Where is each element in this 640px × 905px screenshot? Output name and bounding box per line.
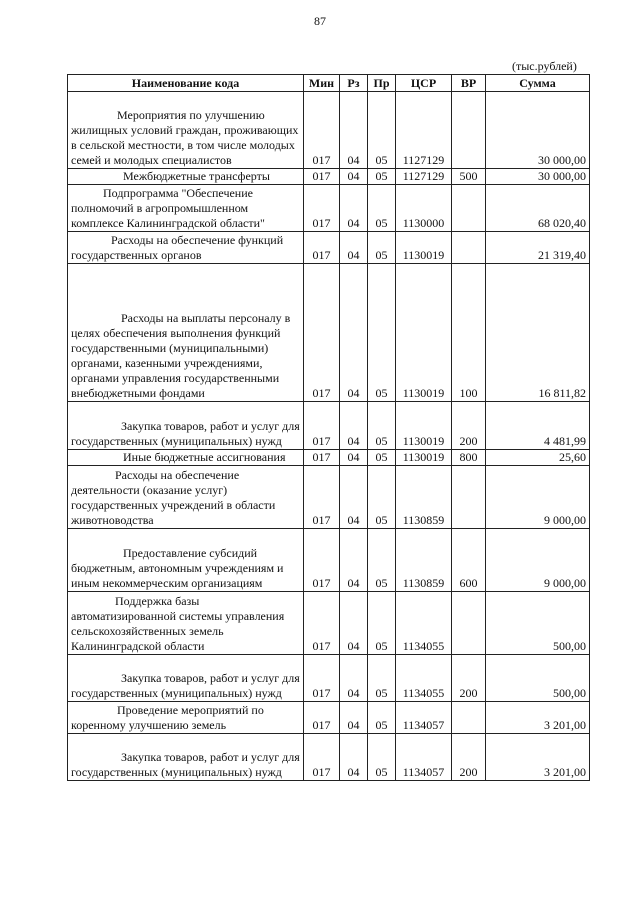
cell-name: Предоставление субсидий бюджетным, автономным учреждениям и иным некоммерческим организациям: [68, 529, 304, 592]
cell-pr: 05: [368, 592, 396, 655]
cell-csr: 1134057: [396, 734, 452, 781]
cell-csr: 1127129: [396, 92, 452, 169]
cell-vr: [452, 92, 486, 169]
cell-csr: 1130019: [396, 450, 452, 466]
cell-vr: [452, 592, 486, 655]
cell-min: 017: [304, 450, 340, 466]
cell-min: 017: [304, 264, 340, 402]
table-row: [68, 264, 590, 402]
cell-sum: 500,00: [486, 592, 590, 655]
cell-csr: 1130859: [396, 466, 452, 529]
cell-name: Расходы на обеспечение деятельности (оказание услуг) государственных учреждений в области животноводства: [68, 466, 304, 529]
cell-rz: 04: [340, 264, 368, 402]
cell-pr: 05: [368, 169, 396, 185]
table-row: [68, 450, 590, 466]
table-row: [68, 402, 590, 450]
cell-min: 017: [304, 232, 340, 264]
cell-sum: 4 481,99: [486, 402, 590, 450]
cell-vr: [452, 232, 486, 264]
cell-min: 017: [304, 185, 340, 232]
cell-sum: 500,00: [486, 655, 590, 702]
cell-name: Мероприятия по улучшению жилищных условий граждан, проживающих в сельской местности, в том числе молодых семей и молодых специалистов: [68, 92, 304, 169]
cell-pr: 05: [368, 264, 396, 402]
cell-sum: 21 319,40: [486, 232, 590, 264]
cell-name: Межбюджетные трансферты: [68, 169, 304, 185]
cell-csr: 1130019: [396, 232, 452, 264]
col-header-rz: Рз: [340, 75, 368, 92]
cell-pr: 05: [368, 185, 396, 232]
cell-rz: 04: [340, 592, 368, 655]
cell-rz: 04: [340, 92, 368, 169]
table-row: [68, 655, 590, 702]
cell-pr: 05: [368, 92, 396, 169]
cell-name: Расходы на обеспечение функций государственных органов: [68, 232, 304, 264]
cell-csr: 1134057: [396, 702, 452, 734]
cell-rz: 04: [340, 402, 368, 450]
cell-rz: 04: [340, 466, 368, 529]
budget-table: [67, 74, 590, 781]
table-row: [68, 232, 590, 264]
cell-csr: 1134055: [396, 592, 452, 655]
table-row: [68, 185, 590, 232]
cell-min: 017: [304, 702, 340, 734]
cell-name: Расходы на выплаты персоналу в целях обеспечения выполнения функций государственными (муниципальными) органами, казенными учреждениями, органами управления государственными внебюджетными фондами: [68, 264, 304, 402]
cell-name: Иные бюджетные ассигнования: [68, 450, 304, 466]
units-label: (тыс.рублей): [512, 59, 577, 73]
cell-min: 017: [304, 734, 340, 781]
cell-rz: 04: [340, 734, 368, 781]
cell-min: 017: [304, 655, 340, 702]
cell-vr: 100: [452, 264, 486, 402]
table-row: [68, 702, 590, 734]
cell-vr: [452, 185, 486, 232]
cell-rz: 04: [340, 655, 368, 702]
cell-pr: 05: [368, 529, 396, 592]
cell-vr: 500: [452, 169, 486, 185]
col-header-min: Мин: [304, 75, 340, 92]
cell-csr: 1130019: [396, 264, 452, 402]
cell-name: Закупка товаров, работ и услуг для государственных (муниципальных) нужд: [68, 734, 304, 781]
cell-csr: 1127129: [396, 169, 452, 185]
table-row: [68, 92, 590, 169]
cell-name: Поддержка базы автоматизированной системы управления сельскохозяйственных земель Калининградской области: [68, 592, 304, 655]
cell-vr: 600: [452, 529, 486, 592]
cell-min: 017: [304, 466, 340, 529]
cell-name: Закупка товаров, работ и услуг для государственных (муниципальных) нужд: [68, 402, 304, 450]
cell-vr: [452, 702, 486, 734]
cell-pr: 05: [368, 402, 396, 450]
cell-pr: 05: [368, 734, 396, 781]
cell-pr: 05: [368, 232, 396, 264]
col-header-csr: ЦСР: [396, 75, 452, 92]
cell-sum: 16 811,82: [486, 264, 590, 402]
col-header-sum: Сумма: [486, 75, 590, 92]
col-header-name: Наименование кода: [68, 75, 304, 92]
cell-csr: 1130019: [396, 402, 452, 450]
cell-rz: 04: [340, 169, 368, 185]
cell-sum: 30 000,00: [486, 92, 590, 169]
cell-pr: 05: [368, 466, 396, 529]
cell-pr: 05: [368, 655, 396, 702]
cell-rz: 04: [340, 185, 368, 232]
cell-sum: 3 201,00: [486, 702, 590, 734]
cell-rz: 04: [340, 702, 368, 734]
table-header: [68, 75, 590, 92]
cell-sum: 30 000,00: [486, 169, 590, 185]
cell-pr: 05: [368, 702, 396, 734]
cell-pr: 05: [368, 450, 396, 466]
cell-sum: 68 020,40: [486, 185, 590, 232]
cell-vr: 200: [452, 734, 486, 781]
cell-min: 017: [304, 169, 340, 185]
cell-sum: 3 201,00: [486, 734, 590, 781]
table-row: [68, 734, 590, 781]
cell-vr: 200: [452, 402, 486, 450]
cell-rz: 04: [340, 450, 368, 466]
cell-rz: 04: [340, 529, 368, 592]
cell-csr: 1134055: [396, 655, 452, 702]
cell-vr: 800: [452, 450, 486, 466]
cell-sum: 25,60: [486, 450, 590, 466]
cell-min: 017: [304, 402, 340, 450]
cell-sum: 9 000,00: [486, 466, 590, 529]
table-row: [68, 529, 590, 592]
cell-csr: 1130859: [396, 529, 452, 592]
col-header-vr: ВР: [452, 75, 486, 92]
cell-name: Закупка товаров, работ и услуг для государственных (муниципальных) нужд: [68, 655, 304, 702]
cell-sum: 9 000,00: [486, 529, 590, 592]
cell-vr: 200: [452, 655, 486, 702]
table-row: [68, 466, 590, 529]
cell-vr: [452, 466, 486, 529]
cell-min: 017: [304, 92, 340, 169]
cell-name: Проведение мероприятий по коренному улучшению земель: [68, 702, 304, 734]
page-number: 87: [314, 14, 326, 28]
col-header-pr: Пр: [368, 75, 396, 92]
cell-min: 017: [304, 529, 340, 592]
cell-rz: 04: [340, 232, 368, 264]
table-row: [68, 169, 590, 185]
cell-csr: 1130000: [396, 185, 452, 232]
cell-name: Подпрограмма "Обеспечение полномочий в агропромышленном комплексе Калининградской области": [68, 185, 304, 232]
cell-min: 017: [304, 592, 340, 655]
table-row: [68, 592, 590, 655]
